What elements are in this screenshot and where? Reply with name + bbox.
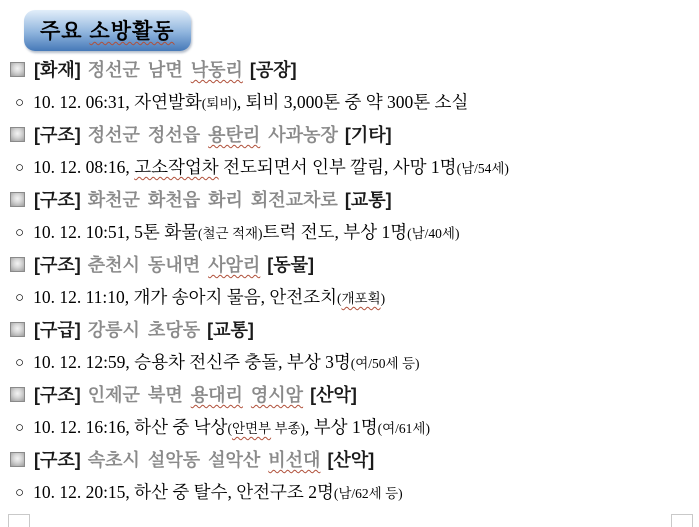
incident-section xyxy=(10,448,699,506)
detail-text: (여/50세 등) xyxy=(350,356,420,371)
detail-text: ( xyxy=(227,421,232,436)
detail-text: 10. 12. 11:10, 개가 송아지 물음, 안전조치 xyxy=(33,287,337,307)
incident-header xyxy=(10,58,699,83)
incident-type-tag: [동물] xyxy=(267,255,315,275)
detail-text: , 부상 1명 xyxy=(305,417,378,437)
incident-location xyxy=(88,190,338,210)
incident-category-tag: [구조] xyxy=(34,125,81,145)
incident-category-tag: [구조] xyxy=(34,385,81,405)
detail-text: 안면부 xyxy=(231,421,272,436)
location-text: 용탄리 xyxy=(208,125,261,145)
location-text: 인제군 북면 xyxy=(87,385,191,405)
incident-category-tag: [구급] xyxy=(34,320,81,340)
incident-location xyxy=(88,385,303,405)
incident-detail xyxy=(15,90,699,116)
location-text: 영시암 xyxy=(250,385,304,405)
detail-text: (퇴비) xyxy=(201,96,237,111)
incident-type-tag: [산악] xyxy=(327,450,375,470)
incident-header xyxy=(10,188,699,213)
location-text: 비선대 xyxy=(268,450,321,470)
location-text: 사과농장 xyxy=(260,125,338,145)
incident-type-tag: [공장] xyxy=(249,60,297,80)
incident-category-tag: [구조] xyxy=(34,255,81,275)
location-text: 화천군 화천읍 화리 회전교차로 xyxy=(87,190,338,210)
incident-location xyxy=(88,60,243,80)
incident-detail xyxy=(15,220,699,246)
incident-detail xyxy=(15,350,699,376)
detail-text: 개포획 xyxy=(341,291,381,306)
circle-bullet-icon: ○ xyxy=(15,420,25,436)
incident-section xyxy=(10,188,699,246)
detail-text: 고소작업차 xyxy=(134,157,219,177)
incident-detail xyxy=(15,480,699,506)
detail-text: 10. 12. 06:31, 자연발화 xyxy=(33,92,202,112)
detail-text: 부종) xyxy=(271,421,306,436)
detail-text: 10. 12. 10:51, 5톤 화물 xyxy=(33,222,199,242)
page-title-banner xyxy=(24,10,191,51)
incident-category-tag: [화재] xyxy=(34,60,81,80)
incident-type-tag: [교통] xyxy=(344,190,392,210)
detail-text: (철근 적재) xyxy=(198,226,263,241)
detail-text: , 퇴비 3,000톤 중 약 300톤 소실 xyxy=(236,92,469,112)
detail-text: (남/40세) xyxy=(407,226,460,241)
incident-header xyxy=(10,383,699,408)
detail-text: 전도되면서 인부 깔림, 사망 1명 xyxy=(218,157,457,177)
incident-location xyxy=(88,255,261,275)
detail-text: 트럭 전도, 부상 1명 xyxy=(262,222,408,242)
page-title-prefix: 주요 xyxy=(40,20,90,43)
incident-location xyxy=(88,450,321,470)
square-bullet-icon xyxy=(10,257,25,272)
location-text: 춘천시 동내면 xyxy=(87,255,209,275)
incident-header xyxy=(10,123,699,148)
incident-type-tag: [산악] xyxy=(310,385,357,405)
table-corner-mark-left xyxy=(8,514,30,527)
incident-section xyxy=(10,123,699,181)
incident-location xyxy=(88,125,338,145)
detail-text: (남/62세 등) xyxy=(333,486,403,501)
incident-section xyxy=(10,318,699,376)
square-bullet-icon xyxy=(10,322,25,337)
location-text: 속초시 설악동 설악산 xyxy=(87,450,269,470)
incident-category-tag: [구조] xyxy=(34,190,81,210)
detail-text: ( xyxy=(336,291,342,306)
circle-bullet-icon: ○ xyxy=(15,225,25,241)
incident-header xyxy=(10,318,699,343)
sections-list xyxy=(10,58,699,506)
location-text: 강릉시 초당동 xyxy=(87,320,201,340)
square-bullet-icon xyxy=(10,127,25,142)
location-text: 용대리 xyxy=(190,385,243,405)
incident-section xyxy=(10,58,699,116)
location-text xyxy=(243,385,251,405)
location-text: 정선군 정선읍 xyxy=(87,125,209,145)
incident-header xyxy=(10,253,699,278)
location-text: 사암리 xyxy=(208,255,261,275)
incident-detail xyxy=(15,285,699,311)
detail-text: 10. 12. 08:16, xyxy=(33,157,135,177)
square-bullet-icon xyxy=(10,452,25,467)
detail-text: ) xyxy=(380,291,386,306)
circle-bullet-icon: ○ xyxy=(15,355,25,371)
square-bullet-icon xyxy=(10,62,25,77)
incident-section xyxy=(10,253,699,311)
location-text: 정선군 남면 xyxy=(87,60,191,80)
circle-bullet-icon: ○ xyxy=(15,160,25,176)
incident-header xyxy=(10,448,699,473)
incident-type-tag: [교통] xyxy=(207,320,254,340)
incident-detail xyxy=(15,415,699,441)
square-bullet-icon xyxy=(10,387,25,402)
square-bullet-icon xyxy=(10,192,25,207)
incident-detail xyxy=(15,155,699,181)
incident-location xyxy=(88,320,200,340)
detail-text: (여/61세) xyxy=(377,421,430,436)
detail-text: 10. 12. 20:15, 하산 중 탈수, 안전구조 2명 xyxy=(33,482,334,502)
table-corner-mark-right xyxy=(671,514,693,527)
incident-section xyxy=(10,383,699,441)
detail-text: 10. 12. 12:59, 승용차 전신주 충돌, 부상 3명 xyxy=(33,352,351,372)
page-title-underlined: 소방활동 xyxy=(89,20,175,43)
circle-bullet-icon: ○ xyxy=(15,95,25,111)
circle-bullet-icon: ○ xyxy=(15,290,25,306)
location-text: 낙동리 xyxy=(190,60,243,80)
detail-text: (남/54세) xyxy=(456,161,509,176)
incident-category-tag: [구조] xyxy=(34,450,81,470)
circle-bullet-icon: ○ xyxy=(15,485,25,501)
incident-type-tag: [기타] xyxy=(344,125,392,145)
detail-text: 10. 12. 16:16, 하산 중 낙상 xyxy=(33,417,228,437)
